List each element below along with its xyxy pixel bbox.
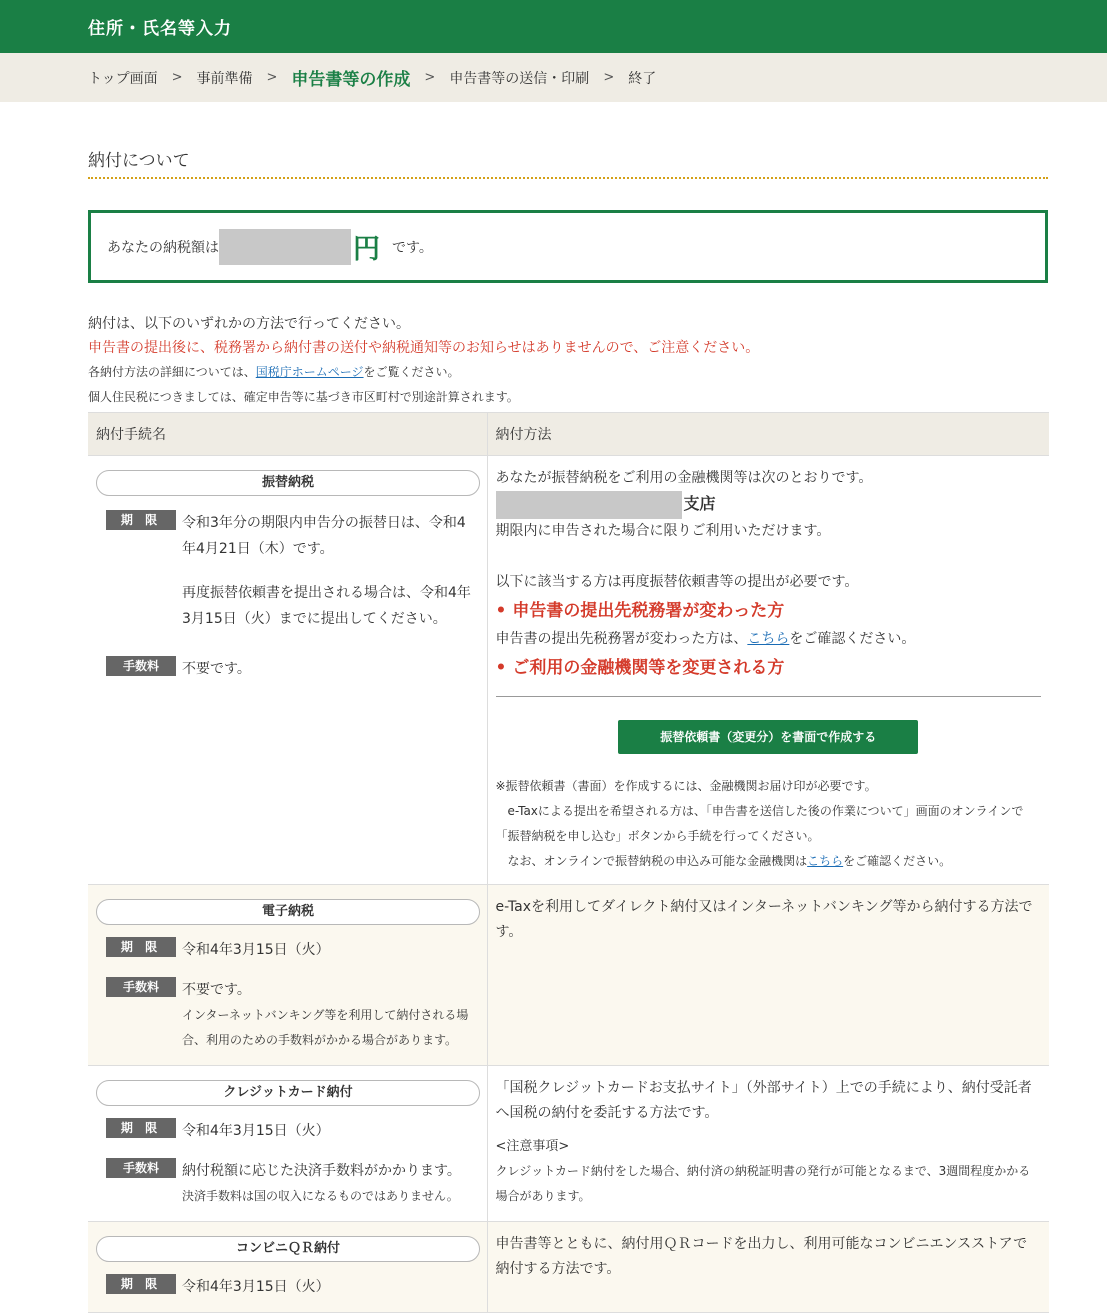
deadline-tag: 期 限 xyxy=(106,1118,176,1138)
note-line-4 xyxy=(496,849,1042,874)
breadcrumb-create: 申告書等の作成 xyxy=(291,70,411,90)
deadline-text: 令和4年3月15日（火） xyxy=(182,1123,330,1139)
procedure-cell xyxy=(88,885,487,1066)
convenience-method: 申告書等とともに、納付用ＱＲコードを出力し、利用可能なコンビニエンスストアで納付する方法です。 xyxy=(495,1236,1028,1277)
nta-homepage-link[interactable]: 国税庁ホームページ xyxy=(255,365,364,379)
credit-method: 「国税クレジットカードお支払サイト」（外部サイト）上での手続により、納付受託者へ国税の納付を委託する方法です。 xyxy=(495,1080,1032,1121)
fee-text: 不要です。 xyxy=(182,661,251,677)
bank-branch xyxy=(496,491,1042,519)
fee-text xyxy=(182,977,479,1053)
app-header xyxy=(0,0,1107,53)
deadline-line-2: 再度振替依頼書を提出される場合は、令和4年3月15日（火）までに提出してください。 xyxy=(182,585,471,627)
fee-tag: 手数料 xyxy=(106,977,176,997)
title-divider xyxy=(88,177,1048,179)
details-prefix: 各納付方法の詳細については、 xyxy=(88,365,256,379)
online-banks-link[interactable]: こちら xyxy=(807,854,844,868)
tax-amount-unit: 円 xyxy=(353,234,380,265)
electronic-method: e-Taxを利用してダイレクト納付又はインターネットバンキング等から納付する方法です。 xyxy=(495,899,1033,940)
transfer-limited: 期限内に申告された場合に限りご利用いただけます。 xyxy=(495,523,831,539)
resubmit-note: 以下に該当する方は再度振替依頼書等の提出が必要です。 xyxy=(495,574,859,590)
bullet-icon: • xyxy=(495,601,507,621)
fee-main: 不要です。 xyxy=(182,982,251,998)
note-line-1: ※振替依頼書（書面）を作成するには、金融機関お届け印が必要です。 xyxy=(495,779,877,793)
procedure-name: コンビニＱＲ納付 xyxy=(96,1236,480,1262)
note-prefix: なお、オンラインで振替納税の申込み可能な金融機関は xyxy=(507,854,808,868)
branch-suffix: 支店 xyxy=(683,494,716,513)
breadcrumb-prep: 事前準備 xyxy=(196,70,253,87)
transfer-notes xyxy=(496,774,1042,874)
method-cell xyxy=(487,885,1049,1066)
breadcrumb-top: トップ画面 xyxy=(88,70,158,87)
masked-amount xyxy=(219,229,351,265)
payment-methods-table xyxy=(88,412,1049,1313)
details-suffix: をご覧ください。 xyxy=(363,365,460,379)
deadline-tag: 期 限 xyxy=(106,937,176,957)
bullet-bank-changed xyxy=(496,652,1042,684)
deadline-line-1: 令和3年分の期限内申告分の振替日は、令和4年4月21日（木）です。 xyxy=(182,515,466,557)
fee-tag: 手数料 xyxy=(106,1158,176,1178)
fee-main: 納付税額に応じた決済手数料がかかります。 xyxy=(182,1163,461,1179)
table-row xyxy=(88,1222,1049,1313)
office-changed-text xyxy=(496,627,1042,652)
note-suffix: をご確認ください。 xyxy=(843,854,952,868)
fee-note: 決済手数料は国の収入になるものではありません。 xyxy=(182,1189,459,1203)
procedure-cell xyxy=(88,456,487,885)
deadline-text: 令和4年3月15日（火） xyxy=(182,1279,330,1295)
procedure-cell xyxy=(88,1222,487,1313)
chevron-right-icon: > xyxy=(266,70,278,85)
breadcrumb xyxy=(0,53,1107,102)
intro-resident-tax: 個人住民税につきましては、確定申告等に基づき市区町村で別途計算されます。 xyxy=(88,390,519,404)
table-row xyxy=(88,1066,1049,1222)
office-changed-link[interactable]: こちら xyxy=(747,631,790,647)
tax-amount-box xyxy=(88,210,1048,283)
procedure-name: クレジットカード納付 xyxy=(96,1080,480,1106)
deadline-tag: 期 限 xyxy=(106,1274,176,1294)
bullet-office-label: 申告書の提出先税務署が変わった方 xyxy=(512,601,785,621)
method-cell xyxy=(487,1222,1049,1313)
note-line-2: e-Taxによる提出を希望される方は、「申告書を送信した後の作業について」画面のオンラインで xyxy=(507,804,1024,818)
procedure-name: 振替納税 xyxy=(96,470,480,496)
bullet-bank-label: ご利用の金融機関等を変更される方 xyxy=(512,658,785,678)
fee-text xyxy=(182,1158,461,1209)
caution-text: クレジットカード納付をした場合、納付済の納税証明書の発行が可能となるまで、3週間程度かかる場合があります。 xyxy=(495,1164,1031,1203)
column-header-procedure: 納付手続名 xyxy=(88,413,487,456)
table-row xyxy=(88,456,1049,885)
method-cell xyxy=(487,456,1049,885)
column-header-method: 納付方法 xyxy=(487,413,1049,456)
breadcrumb-send: 申告書等の送信・印刷 xyxy=(449,70,590,87)
bullet-icon: • xyxy=(495,658,507,678)
method-cell xyxy=(487,1066,1049,1222)
office-text-suffix: をご確認ください。 xyxy=(789,631,916,647)
procedure-cell xyxy=(88,1066,487,1222)
breadcrumb-end: 終了 xyxy=(628,70,657,87)
note-line-3: 「振替納税を申し込む」ボタンから手続を行ってください。 xyxy=(495,829,820,843)
tax-amount-prefix: あなたの納税額は xyxy=(107,239,219,256)
intro-details xyxy=(88,360,1048,385)
fee-note: インターネットバンキング等を利用して納付される場合、利用のための手数料がかかる場合があります。 xyxy=(182,1008,469,1047)
create-transfer-form-button[interactable]: 振替依頼書（変更分）を書面で作成する xyxy=(618,720,918,754)
chevron-right-icon: > xyxy=(603,70,615,85)
header-title: 住所・氏名等入力 xyxy=(88,19,232,39)
transfer-intro: あなたが振替納税をご利用の金融機関等は次のとおりです。 xyxy=(495,470,873,486)
masked-bank xyxy=(496,491,682,519)
tax-amount-suffix: です。 xyxy=(392,239,433,256)
intro-line: 納付は、以下のいずれかの方法で行ってください。 xyxy=(88,316,410,332)
fee-tag: 手数料 xyxy=(106,656,176,676)
intro-text xyxy=(88,312,1048,410)
deadline-text: 令和4年3月15日（火） xyxy=(182,942,330,958)
deadline-text xyxy=(182,510,479,632)
deadline-tag: 期 限 xyxy=(106,510,176,530)
divider xyxy=(496,696,1042,697)
bullet-office-changed xyxy=(496,595,1042,627)
chevron-right-icon: > xyxy=(424,70,436,85)
caution-title: <注意事項> xyxy=(495,1139,570,1154)
table-row xyxy=(88,885,1049,1066)
page-title: 納付について xyxy=(88,151,190,171)
chevron-right-icon: > xyxy=(171,70,183,85)
procedure-name: 電子納税 xyxy=(96,899,480,925)
office-text-prefix: 申告書の提出先税務署が変わった方は、 xyxy=(495,631,748,647)
intro-warning: 申告書の提出後に、税務署から納付書の送付や納税通知等のお知らせはありませんので、ご注意ください。 xyxy=(88,340,760,356)
